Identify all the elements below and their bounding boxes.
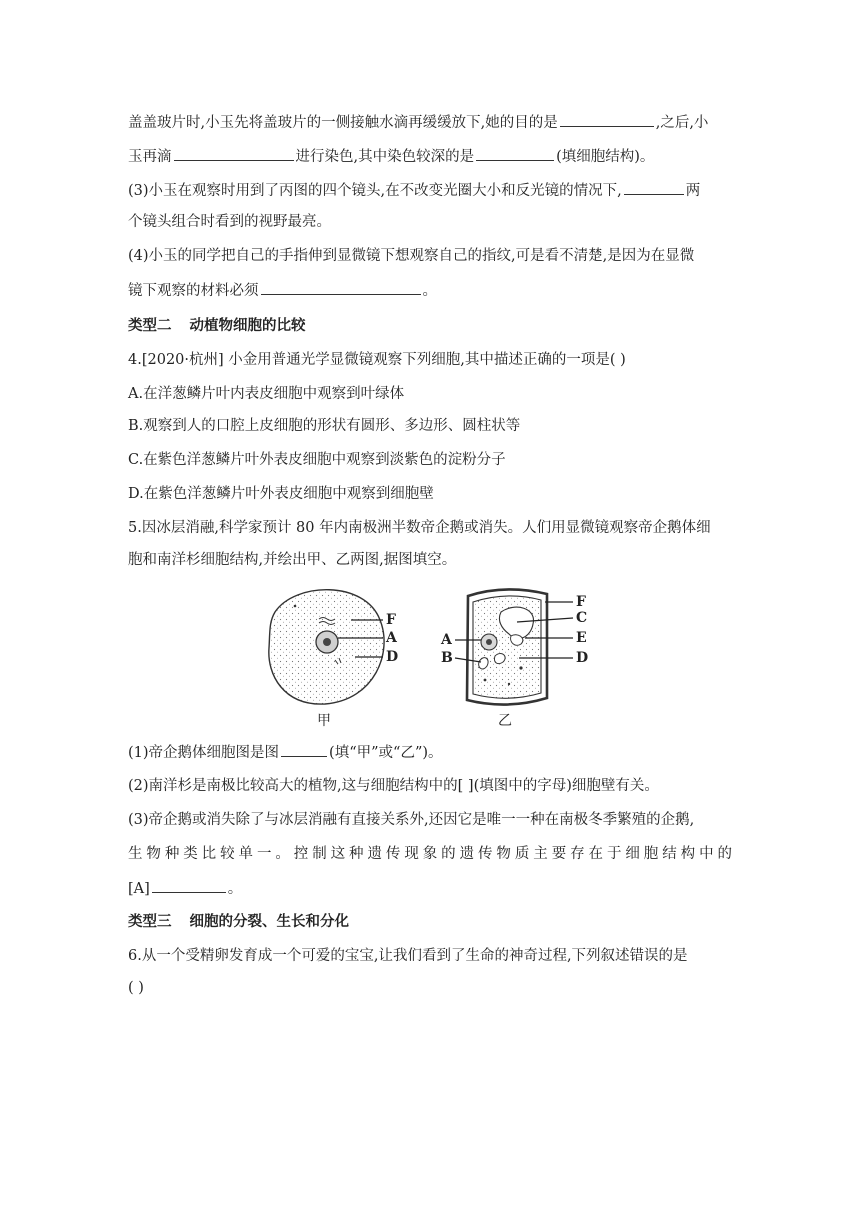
q3-text: 。	[422, 283, 437, 299]
q3-text: 进行染色,其中染色较深的是	[295, 149, 475, 165]
label-a: A	[441, 632, 452, 648]
q4-option-a	[128, 384, 732, 404]
q3-text: 玉再滴	[128, 149, 172, 165]
answer-blank	[261, 280, 421, 295]
q4-stem-text: 4.[2020·杭州] 小金用普通光学显微镜观察下列细胞,其中描述正确的一项是( )	[128, 352, 626, 368]
section-title: 细胞的分裂、生长和分化	[189, 914, 349, 930]
q6-text: 6.从一个受精卵发育成一个可爱的宝宝,让我们看到了生命的神奇过程,下列叙述错误的是	[128, 948, 688, 964]
option-text: B.观察到人的口腔上皮细胞的形状有圆形、多边形、圆柱状等	[128, 418, 521, 434]
q5-text: (3)帝企鹅或消失除了与冰层消融有直接关系外,还因它是唯一一种在南极冬季繁殖的企鹅,	[128, 812, 695, 828]
animal-cell	[269, 590, 398, 729]
q5-part1	[128, 742, 732, 763]
q6-text: ( )	[128, 980, 144, 996]
q6-stem-line-1	[128, 946, 732, 966]
q6-stem-line-2	[128, 978, 732, 998]
option-text: D.在紫色洋葱鳞片叶外表皮细胞中观察到细胞壁	[128, 486, 434, 502]
q3-text: 个镜头组合时看到的视野最亮。	[128, 214, 331, 230]
q3-part4-line-1	[128, 246, 732, 266]
q5-text: 胞和南洋杉细胞结构,并绘出甲、乙两图,据图填空。	[128, 552, 457, 568]
q3-text: 盖盖玻片时,小玉先将盖玻片的一侧接触水滴再缓缓放下,她的目的是	[128, 115, 558, 131]
q5-part3-line-3	[128, 878, 732, 899]
q5-text: 生物种类比较单一。控制这种遗传现象的遗传物质主要存在于细胞结构中的	[128, 846, 732, 862]
q3-text: 镜下观察的材料必须	[128, 283, 259, 299]
q4-stem	[128, 350, 732, 370]
option-text: A.在洋葱鳞片叶内表皮细胞中观察到叶绿体	[128, 386, 405, 402]
q3-part3-line-2	[128, 212, 732, 232]
section-heading	[128, 316, 732, 336]
q4-option-d	[128, 484, 732, 504]
label-c: C	[576, 610, 588, 626]
answer-blank	[624, 180, 684, 195]
q3-text: ,之后,小	[655, 115, 709, 131]
q3-line-1	[128, 112, 732, 133]
caption-yi: 乙	[498, 713, 512, 729]
cell-diagram-figure	[255, 582, 615, 732]
q3-part4-line-2	[128, 280, 732, 301]
label-d: D	[386, 649, 399, 665]
answer-blank	[152, 878, 226, 893]
q5-text: 5.因冰层消融,科学家预计 80 年内南极洲半数帝企鹅或消失。人们用显微镜观察帝企鹅体细	[128, 520, 711, 536]
label-f: F	[576, 594, 586, 610]
q5-stem-line-2	[128, 550, 732, 570]
label-a: A	[386, 630, 397, 646]
q5-text: (1)帝企鹅体细胞图是图	[128, 745, 280, 761]
q3-line-2	[128, 146, 732, 167]
label-f: F	[386, 612, 396, 628]
label-b: B	[441, 650, 453, 666]
q5-text: 。	[227, 881, 243, 897]
q5-stem-line-1	[128, 518, 732, 538]
q3-text: (3)小玉在观察时用到了丙图的四个镜头,在不改变光圈大小和反光镜的情况下,	[128, 183, 622, 199]
q5-part3-line-2	[128, 844, 732, 864]
answer-blank	[476, 146, 554, 161]
plant-cell	[440, 589, 588, 729]
nucleolus	[323, 638, 331, 646]
q3-text: 两	[685, 183, 701, 199]
q3-text: (4)小玉的同学把自己的手指伸到显微镜下想观察自己的指纹,可是看不清楚,是因为在显微	[128, 248, 695, 264]
cell-diagrams	[255, 582, 615, 732]
q4-option-c	[128, 450, 732, 470]
answer-blank	[560, 112, 654, 127]
q5-text: (填“甲”或“乙”)。	[329, 745, 443, 761]
section-label: 类型三	[128, 914, 172, 930]
q5-part3-line-1	[128, 810, 732, 830]
section-label: 类型二	[128, 318, 172, 334]
label-e: E	[576, 630, 587, 646]
answer-blank	[281, 742, 327, 757]
q3-text: (填细胞结构)。	[556, 149, 655, 165]
option-text: C.在紫色洋葱鳞片叶外表皮细胞中观察到淡紫色的淀粉分子	[128, 452, 506, 468]
section-title: 动植物细胞的比较	[189, 318, 306, 334]
q5-text: [A]	[128, 881, 150, 897]
q5-part2	[128, 776, 732, 796]
q5-text: (2)南洋杉是南极比较高大的植物,这与细胞结构中的[ ](填图中的字母)细胞壁有关。	[128, 778, 659, 794]
caption-jia: 甲	[317, 713, 331, 729]
q3-part3-line-1	[128, 180, 732, 201]
section-heading	[128, 912, 732, 932]
answer-blank	[174, 146, 294, 161]
label-d: D	[576, 650, 589, 666]
q4-option-b	[128, 416, 732, 436]
